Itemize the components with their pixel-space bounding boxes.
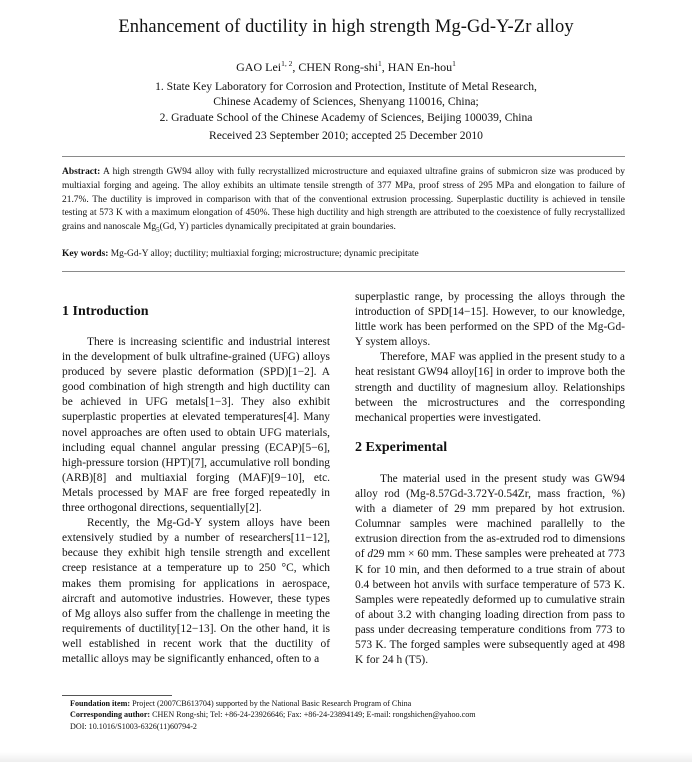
section-heading-introduction: 1 Introduction	[62, 304, 149, 319]
author-name: CHEN Rong-shi	[298, 60, 379, 74]
keywords	[62, 248, 625, 262]
foundation-line	[70, 698, 630, 709]
corresponding-author-label: Corresponding author:	[70, 710, 151, 720]
author-separator: ,	[381, 60, 388, 74]
affiliation-line: 2. Graduate School of the Chinese Academy of Sciences, Beijing 100039, China	[159, 110, 533, 124]
corresponding-author-text: CHEN Rong-shi; Tel: +86-24-23926646; Fax: +86-24-23894149; E-mail: rongshichen@yahoo.com	[150, 710, 476, 720]
paragraph: Recently, the Mg-Gd-Y system alloys have been extensively studied by a number of researchers[11−12], because they exhibit high tensile strength and excellent creep resistance at a temperature up to 250 °C, which makes them promising for applications in aerospace, aircraft and automotive industries. However, these types of Mg alloys also suffer from the challenge in meeting the requirements of ductility[12−13]. On the other hand, it is well established in recent work that the ductility of metallic alloys may be significantly enhanced, often to a	[62, 517, 330, 665]
paragraph-continued: superplastic range, by processing the alloys through the introduction of SPD[14−15]. However, to our knowledge, little work has been performed on the SPD of the Mg-Gd-Y system alloys.	[355, 291, 625, 349]
abstract-subscript: 5	[156, 226, 160, 235]
divider-top	[62, 156, 625, 157]
paragraph-text: 29 mm × 60 mm. These samples were preheated at 773 K for 10 min, and then deformed to a true strain of about 0.4 between hot anvils with surface temperature of 573 K. Samples were repeatedly deformed up to cumulative strain of about 3.2 with changing loading direction from pass to pass under decreasing temperature conditions from 773 to 573 K. The forged samples were subsequently aged at 498 K for 24 h (T5).	[355, 548, 625, 667]
author-affiliation-mark: 1	[378, 59, 382, 68]
abstract-text: A high strength GW94 alloy with fully recrystallized microstructure and equiaxed ultrafine grains of submicron size was produced by multiaxial forging and ageing. The alloy exhibits an ultimate tensile strength of 377 MPa, proof stress of 295 MPa and elongation to failure of 21.7%. The ductility is improved in comparison with that of the conventional extrusion processing. Superplastic ductility is achieved in tensile testing at 573 K with a maximum elongation of 450%. These high ductility and high strength are attributed to the coexistence of fully recrystallized grains and nanoscale Mg	[62, 167, 625, 233]
paragraph: Therefore, MAF was applied in the present study to a heat resistant GW94 alloy[16] in order to improve both the strength and ductility of magnesium alloy. Relationships between the microstructures and the corresponding mechanical properties were investigated.	[355, 351, 625, 424]
received-dates: Received 23 September 2010; accepted 25 December 2010	[209, 129, 483, 142]
abstract	[62, 166, 625, 238]
author-list	[0, 59, 692, 75]
affiliation-line: 1. State Key Laboratory for Corrosion and Protection, Institute of Metal Research,	[155, 80, 537, 93]
variable-d: d	[367, 548, 374, 561]
paragraph: There is increasing scientific and industrial interest in the development of bulk ultrafine-grained (UFG) alloys produced by severe plastic deformation (SPD)[1−2]. A good combination of high strength and high ductility can be achieved in UFG metals[1−3]. They also exhibit superplastic properties at elevated temperatures[4]. Many novel approaches are often used to obtain UFG materials, including equal channel angular pressing (ECAP)[5−6], high-pressure torsion (HPT)[7], accumulative roll bonding (ARB)[8] and multiaxial forging (MAF)[9−10], etc. Metals processed by MAF are free forged repeatedly in three orthogonal directions, sequentially[2].	[62, 336, 330, 515]
divider-bottom	[62, 271, 625, 272]
affiliations	[0, 79, 692, 125]
footnote	[70, 698, 630, 732]
abstract-label: Abstract:	[62, 167, 101, 177]
affiliation-line: Chinese Academy of Sciences, Shenyang 110016, China;	[213, 95, 479, 109]
page-bottom-edge	[0, 752, 692, 762]
abstract-text-end: (Gd, Y) particles dynamically precipitated at grain boundaries.	[159, 222, 396, 233]
paper-title: Enhancement of ductility in high strength Mg-Gd-Y-Zr alloy	[118, 17, 574, 37]
corresponding-author-line	[70, 709, 630, 720]
author-separator: ,	[292, 60, 299, 74]
paragraph-text: The material used in the present study was GW94 alloy rod (Mg-8.57Gd-3.72Y-0.54Zr, mass fraction, %) with a diameter of 29 mm prepared by hot extrusion. Columnar samples were machined parallelly to the extrusion direction from the as-extruded rod to dimensions of	[355, 473, 625, 561]
left-column-text	[62, 335, 330, 667]
section-heading-experimental: 2 Experimental	[355, 440, 448, 455]
right-column-text-top	[355, 290, 625, 426]
keywords-text: Mg-Gd-Y alloy; ductility; multiaxial forging; microstructure; dynamic precipitate	[108, 249, 419, 259]
foundation-text: Project (2007CB613704) supported by the National Basic Research Program of China	[130, 699, 412, 708]
footnote-rule	[62, 695, 172, 696]
doi-line: DOI: 10.1016/S1003-6326(11)60794-2	[70, 721, 197, 731]
author-affiliation-mark: 1	[452, 59, 456, 68]
author-affiliation-mark: 1, 2	[281, 59, 293, 68]
author-name: HAN En-hou	[387, 60, 453, 74]
paragraph	[355, 472, 625, 668]
keywords-label: Key words:	[62, 249, 109, 259]
right-column-text-bottom	[355, 472, 625, 668]
author-name: GAO Lei	[236, 60, 282, 74]
foundation-label: Foundation item:	[70, 699, 131, 708]
